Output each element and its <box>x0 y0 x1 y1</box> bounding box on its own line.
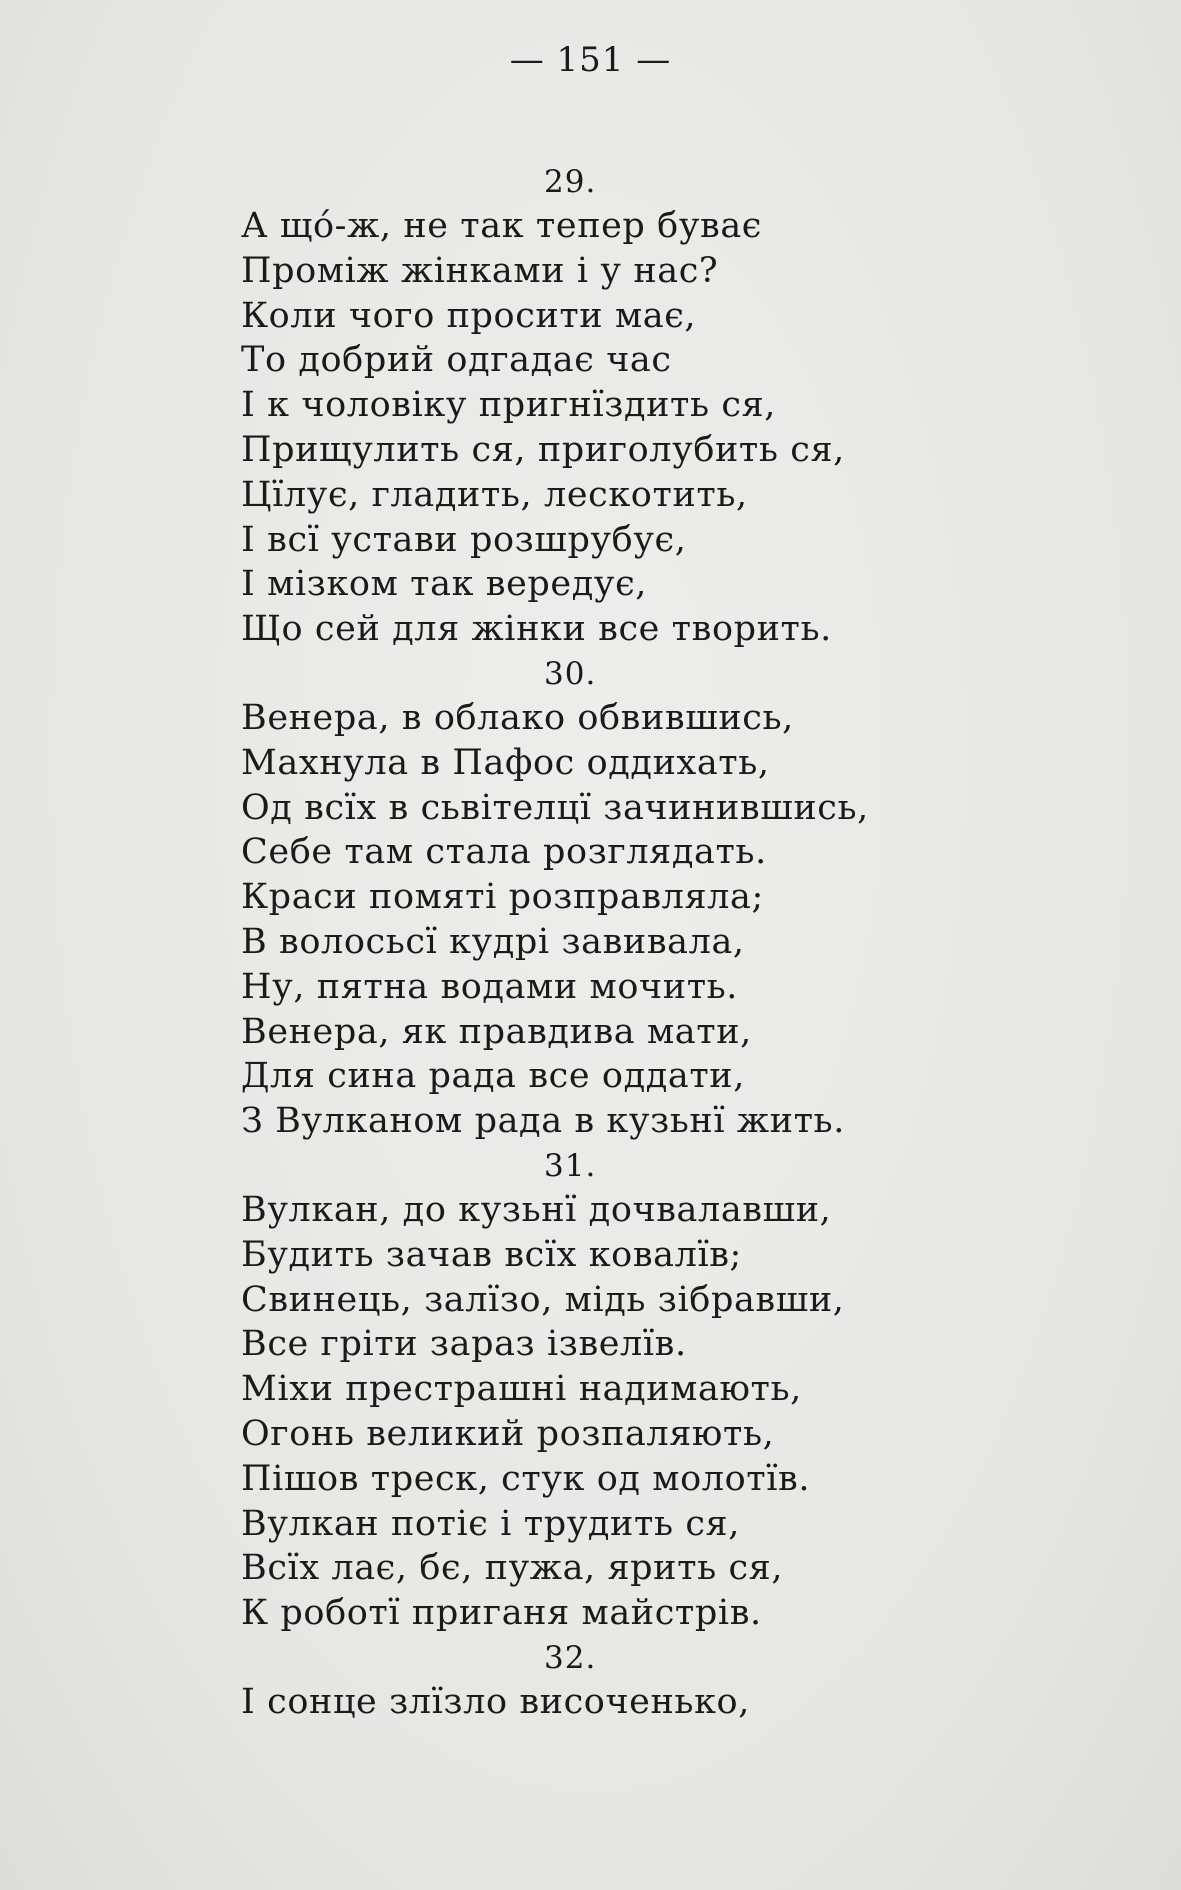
verse-line: А щó-ж, не так тепер буває <box>241 206 762 246</box>
page-number: — 151 — <box>509 40 672 80</box>
verse-line: К роботї приганя майстрів. <box>241 1593 762 1634</box>
stanza-number: 29. <box>544 164 597 200</box>
verse-line: В волосьсї кудрі завивала, <box>241 921 745 962</box>
verse-line: Вулкан, до кузьнї дочвалавши, <box>241 1189 832 1230</box>
verse-line: І мізком так вередує, <box>241 564 647 605</box>
verse-line: Краси помяті розправляла; <box>241 877 764 918</box>
verse-line: Венера, в облако обвившись, <box>241 697 794 738</box>
verse-line: Міхи престрашні надимають, <box>241 1369 802 1410</box>
verse-line: І к чоловіку пригнїздить ся, <box>241 385 776 426</box>
stanza-32 <box>241 1636 961 1725</box>
verse-line: Всїх лає, бє, пужа, ярить ся, <box>241 1548 784 1589</box>
verse-line: Прищулить ся, приголубить ся, <box>241 429 845 470</box>
verse-line: Ну, пятна водами мочить. <box>241 966 739 1007</box>
verse-line: Що сей для жінки все творить. <box>241 609 832 650</box>
stanza-30 <box>241 652 961 1144</box>
verse-line: З Вулканом рада в кузьнї жить. <box>241 1101 845 1142</box>
poem-body <box>241 160 961 1725</box>
stanza-number: 31. <box>544 1147 597 1184</box>
verse-line: Свинець, залїзо, мідь зібравши, <box>241 1279 845 1320</box>
verse-line: Махнула в Пафос оддихать, <box>241 742 770 783</box>
verse-line: Венера, як правдива мати, <box>241 1011 752 1052</box>
stanza-number: 30. <box>544 655 597 692</box>
verse-line: Коли чого просити має, <box>241 295 697 336</box>
verse-line: Пішов треск, стук од молотїв. <box>241 1458 811 1499</box>
verse-line: Проміж жінками і у нас? <box>241 250 719 291</box>
verse-line: І сонце злїзло височенько, <box>241 1681 750 1722</box>
verse-line: То добрий одгадає час <box>241 340 672 381</box>
verse-line: Все гріти зараз ізвелїв. <box>241 1324 687 1365</box>
stanza-31 <box>241 1144 961 1636</box>
verse-line: І всї устави розшрубує, <box>241 519 687 560</box>
verse-line: Себе там стала розглядать. <box>241 832 767 873</box>
verse-line: Для сина рада все оддати, <box>241 1056 745 1097</box>
verse-line: Од всїх в сьвітелцї зачинившись, <box>241 787 869 828</box>
verse-line: Цїлує, гладить, лескотить, <box>241 474 748 515</box>
verse-line: Вулкан потіє і трудить ся, <box>241 1503 740 1544</box>
verse-line: Огонь великий розпаляють, <box>241 1413 775 1454</box>
stanza-number: 32. <box>544 1639 597 1676</box>
stanza-29 <box>241 160 961 652</box>
verse-line: Будить зачав всїх ковалїв; <box>241 1234 742 1275</box>
